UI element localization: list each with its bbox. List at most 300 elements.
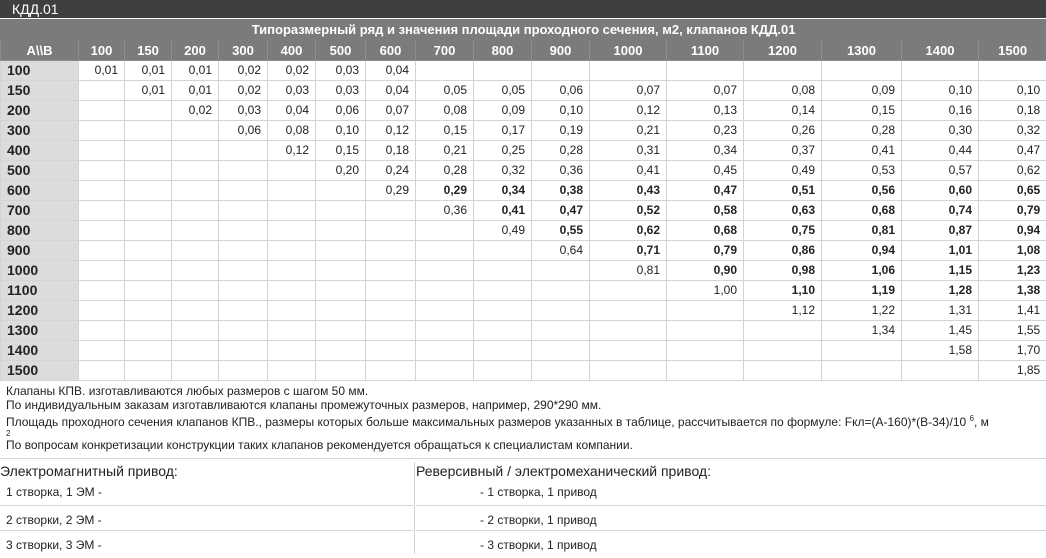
table-cell: 0,81	[822, 221, 902, 241]
table-cell	[366, 221, 416, 241]
table-cell	[667, 341, 744, 361]
table-cell	[268, 221, 316, 241]
table-cell: 0,47	[979, 141, 1046, 161]
table-row	[1, 141, 1046, 161]
table-cell: 0,25	[474, 141, 532, 161]
table-cell	[822, 361, 902, 381]
table-cell: 0,55	[532, 221, 590, 241]
table-cell: 0,17	[474, 121, 532, 141]
table-row	[1, 181, 1046, 201]
table-cell: 0,75	[744, 221, 822, 241]
reversible-option: - 3 створки, 1 привод	[416, 532, 1046, 554]
row-header: 1400	[1, 341, 79, 361]
divider	[414, 462, 415, 554]
table-row	[1, 221, 1046, 241]
table-cell	[744, 321, 822, 341]
table-cell	[79, 321, 125, 341]
table-cell: 0,08	[744, 81, 822, 101]
table-cell	[316, 341, 366, 361]
table-cell: 1,08	[979, 241, 1046, 261]
table-cell: 0,94	[979, 221, 1046, 241]
table-cell: 0,86	[744, 241, 822, 261]
column-header: 900	[532, 40, 590, 61]
table-cell: 0,64	[532, 241, 590, 261]
table-cell: 0,44	[902, 141, 979, 161]
table-cell: 0,15	[416, 121, 474, 141]
table-cell: 0,05	[474, 81, 532, 101]
table-cell	[316, 181, 366, 201]
table-cell: 0,08	[416, 101, 474, 121]
row-header: 900	[1, 241, 79, 261]
column-header: 1400	[902, 40, 979, 61]
table-cell	[474, 361, 532, 381]
table-cell	[590, 341, 667, 361]
table-cell: 0,28	[416, 161, 474, 181]
table-cell	[416, 361, 474, 381]
table-cell	[125, 121, 172, 141]
table-cell: 0,01	[79, 61, 125, 81]
table-cell: 0,36	[416, 201, 474, 221]
table-cell: 0,45	[667, 161, 744, 181]
table-cell	[532, 341, 590, 361]
table-cell	[822, 341, 902, 361]
table-cell: 0,06	[532, 81, 590, 101]
table-cell: 0,07	[667, 81, 744, 101]
table-cell	[474, 321, 532, 341]
table-cell	[822, 61, 902, 81]
table-cell: 0,74	[902, 201, 979, 221]
table-cell: 0,30	[902, 121, 979, 141]
table-cell: 0,02	[172, 101, 219, 121]
table-cell	[744, 361, 822, 381]
table-cell	[125, 321, 172, 341]
column-header: 1500	[979, 40, 1046, 61]
table-cell	[172, 161, 219, 181]
column-header: 150	[125, 40, 172, 61]
electromagnetic-option: 2 створки, 2 ЭМ -	[0, 507, 413, 531]
row-header: 1100	[1, 281, 79, 301]
table-cell	[316, 321, 366, 341]
table-caption: Типоразмерный ряд и значения площади проходного сечения, м2, клапанов КДД.01	[1, 20, 1046, 40]
table-cell: 0,31	[590, 141, 667, 161]
row-header: 600	[1, 181, 79, 201]
table-cell: 1,00	[667, 281, 744, 301]
table-cell	[416, 61, 474, 81]
table-cell	[79, 221, 125, 241]
table-cell: 1,28	[902, 281, 979, 301]
size-area-table	[0, 19, 1046, 381]
table-cell: 0,12	[366, 121, 416, 141]
table-cell	[219, 321, 268, 341]
row-header: 1000	[1, 261, 79, 281]
row-header: 800	[1, 221, 79, 241]
table-cell	[125, 361, 172, 381]
table-cell: 0,06	[316, 101, 366, 121]
column-header: 1300	[822, 40, 902, 61]
column-header: 600	[366, 40, 416, 61]
table-row	[1, 121, 1046, 141]
column-header: 100	[79, 40, 125, 61]
table-cell	[667, 61, 744, 81]
table-cell	[366, 261, 416, 281]
table-cell	[474, 241, 532, 261]
table-cell	[219, 201, 268, 221]
table-cell: 0,36	[532, 161, 590, 181]
table-cell	[219, 281, 268, 301]
table-cell: 0,37	[744, 141, 822, 161]
table-row	[1, 101, 1046, 121]
table-cell: 1,38	[979, 281, 1046, 301]
table-cell	[79, 361, 125, 381]
table-row	[1, 241, 1046, 261]
reversible-drive-title: Реверсивный / электромеханический привод:	[416, 462, 1046, 480]
table-cell	[79, 261, 125, 281]
table-row	[1, 161, 1046, 181]
table-cell	[316, 201, 366, 221]
table-cell: 0,14	[744, 101, 822, 121]
table-cell	[268, 201, 316, 221]
table-cell	[172, 221, 219, 241]
table-cell: 0,04	[366, 61, 416, 81]
table-cell: 0,09	[822, 81, 902, 101]
table-cell	[125, 101, 172, 121]
corner-header: A\\B	[1, 40, 79, 61]
note-formula-line: Площадь проходного сечения клапанов КПВ., размеры которых больше максимальных размеров указанных в таблице, рассчитывается по формуле: Fкл=(А-160)*(В-34)/10 $^6$, м	[6, 412, 1046, 429]
table-cell	[268, 161, 316, 181]
row-header: 200	[1, 101, 79, 121]
table-cell: 0,43	[590, 181, 667, 201]
table-cell	[474, 341, 532, 361]
table-row	[1, 281, 1046, 301]
table-cell: 0,79	[667, 241, 744, 261]
table-cell	[79, 121, 125, 141]
table-cell: 0,49	[474, 221, 532, 241]
table-cell: 0,10	[316, 121, 366, 141]
table-cell: 1,55	[979, 321, 1046, 341]
table-cell	[172, 281, 219, 301]
row-header: 400	[1, 141, 79, 161]
table-cell	[79, 301, 125, 321]
reversible-option: - 1 створка, 1 привод	[416, 482, 1046, 506]
table-cell: 0,05	[416, 81, 474, 101]
table-cell	[532, 361, 590, 381]
table-cell: 0,34	[667, 141, 744, 161]
table-cell	[268, 321, 316, 341]
drives-section	[0, 462, 1046, 554]
table-header-row	[1, 40, 1046, 61]
table-cell	[172, 241, 219, 261]
table-cell	[125, 141, 172, 161]
table-cell: 0,53	[822, 161, 902, 181]
table-cell	[125, 181, 172, 201]
table-cell: 1,12	[744, 301, 822, 321]
table-cell: 0,94	[822, 241, 902, 261]
table-cell	[979, 61, 1046, 81]
table-cell	[667, 321, 744, 341]
table-cell	[79, 341, 125, 361]
table-cell	[79, 201, 125, 221]
table-cell: 0,41	[590, 161, 667, 181]
column-header: 400	[268, 40, 316, 61]
table-cell	[172, 321, 219, 341]
table-cell: 0,79	[979, 201, 1046, 221]
table-cell	[172, 341, 219, 361]
column-header: 1200	[744, 40, 822, 61]
table-cell: 0,26	[744, 121, 822, 141]
table-cell: 0,41	[822, 141, 902, 161]
table-cell	[532, 301, 590, 321]
table-cell: 0,63	[744, 201, 822, 221]
table-cell: 1,23	[979, 261, 1046, 281]
table-cell	[79, 161, 125, 181]
electromagnetic-option: 3 створки, 3 ЭМ -	[0, 532, 413, 554]
table-cell: 0,19	[532, 121, 590, 141]
table-cell	[219, 341, 268, 361]
table-cell: 1,22	[822, 301, 902, 321]
table-row	[1, 341, 1046, 361]
table-cell	[416, 321, 474, 341]
table-cell: 0,07	[366, 101, 416, 121]
table-cell	[416, 221, 474, 241]
column-header: 1100	[667, 40, 744, 61]
table-cell	[172, 361, 219, 381]
column-header: 300	[219, 40, 268, 61]
row-header: 300	[1, 121, 79, 141]
table-cell	[268, 281, 316, 301]
table-cell: 0,60	[902, 181, 979, 201]
table-cell: 0,65	[979, 181, 1046, 201]
notes-block	[0, 383, 1046, 459]
table-cell: 0,51	[744, 181, 822, 201]
window-title: КДД.01	[0, 0, 1046, 18]
row-header: 1500	[1, 361, 79, 381]
table-cell: 0,01	[125, 61, 172, 81]
table-cell: 1,85	[979, 361, 1046, 381]
table-cell: 0,41	[474, 201, 532, 221]
table-cell: 0,68	[667, 221, 744, 241]
table-cell	[416, 241, 474, 261]
table-cell	[532, 61, 590, 81]
table-cell: 0,02	[268, 61, 316, 81]
reversible-option: - 2 створки, 1 привод	[416, 507, 1046, 531]
table-cell: 0,24	[366, 161, 416, 181]
table-cell: 0,10	[902, 81, 979, 101]
table-cell	[366, 341, 416, 361]
table-row	[1, 361, 1046, 381]
table-cell: 1,45	[902, 321, 979, 341]
table-cell	[416, 301, 474, 321]
table-cell: 0,28	[532, 141, 590, 161]
table-cell	[316, 221, 366, 241]
table-cell: 0,16	[902, 101, 979, 121]
table-cell: 1,19	[822, 281, 902, 301]
table-cell	[125, 221, 172, 241]
table-cell: 0,32	[979, 121, 1046, 141]
table-cell	[172, 201, 219, 221]
table-cell	[416, 261, 474, 281]
table-cell: 0,47	[667, 181, 744, 201]
table-cell: 0,01	[172, 61, 219, 81]
table-cell: 0,08	[268, 121, 316, 141]
table-cell	[125, 161, 172, 181]
table-cell: 0,12	[268, 141, 316, 161]
table-cell	[172, 261, 219, 281]
table-cell: 0,38	[532, 181, 590, 201]
table-cell: 0,98	[744, 261, 822, 281]
table-cell	[744, 61, 822, 81]
table-cell	[532, 261, 590, 281]
table-cell: 0,18	[366, 141, 416, 161]
table-cell: 0,13	[667, 101, 744, 121]
table-cell: 1,15	[902, 261, 979, 281]
table-row	[1, 81, 1046, 101]
table-cell: 0,58	[667, 201, 744, 221]
table-cell	[268, 241, 316, 261]
note-unit-exp: 2	[6, 429, 1046, 438]
table-cell: 0,23	[667, 121, 744, 141]
table-cell	[316, 301, 366, 321]
table-cell: 0,29	[416, 181, 474, 201]
table-cell	[268, 301, 316, 321]
table-cell: 0,03	[316, 61, 366, 81]
row-header: 1300	[1, 321, 79, 341]
table-cell: 1,01	[902, 241, 979, 261]
table-cell: 0,04	[268, 101, 316, 121]
table-cell: 0,04	[366, 81, 416, 101]
table-cell: 1,34	[822, 321, 902, 341]
row-header: 150	[1, 81, 79, 101]
table-cell	[172, 181, 219, 201]
table-cell: 1,70	[979, 341, 1046, 361]
table-cell	[219, 161, 268, 181]
table-cell: 0,10	[532, 101, 590, 121]
table-cell	[590, 361, 667, 381]
table-cell	[532, 281, 590, 301]
table-cell: 0,02	[219, 61, 268, 81]
table-cell	[219, 221, 268, 241]
table-cell	[268, 261, 316, 281]
table-cell: 0,28	[822, 121, 902, 141]
table-cell: 0,20	[316, 161, 366, 181]
table-cell	[316, 261, 366, 281]
table-cell: 0,56	[822, 181, 902, 201]
table-cell	[474, 281, 532, 301]
table-cell	[316, 241, 366, 261]
table-cell	[268, 361, 316, 381]
table-cell	[125, 341, 172, 361]
table-cell	[366, 201, 416, 221]
table-cell	[79, 241, 125, 261]
table-cell	[125, 301, 172, 321]
table-cell	[172, 121, 219, 141]
table-cell	[219, 181, 268, 201]
table-cell	[79, 81, 125, 101]
table-cell	[416, 281, 474, 301]
table-cell	[125, 281, 172, 301]
table-cell	[79, 101, 125, 121]
table-cell: 0,32	[474, 161, 532, 181]
table-cell	[902, 61, 979, 81]
table-cell	[172, 141, 219, 161]
table-cell	[316, 361, 366, 381]
table-cell: 0,10	[979, 81, 1046, 101]
table-cell	[366, 241, 416, 261]
column-header: 200	[172, 40, 219, 61]
table-cell: 1,58	[902, 341, 979, 361]
table-cell	[474, 261, 532, 281]
table-cell: 0,01	[172, 81, 219, 101]
table-cell	[79, 181, 125, 201]
table-row	[1, 61, 1046, 81]
table-cell: 0,03	[268, 81, 316, 101]
note-line: Клапаны КПВ. изготавливаются любых размеров с шагом 50 мм.	[6, 384, 1046, 398]
table-cell: 0,07	[590, 81, 667, 101]
table-cell	[268, 181, 316, 201]
table-cell	[268, 341, 316, 361]
table-cell: 0,52	[590, 201, 667, 221]
table-cell	[79, 141, 125, 161]
table-cell: 0,49	[744, 161, 822, 181]
table-row	[1, 201, 1046, 221]
table-cell: 0,21	[416, 141, 474, 161]
table-cell	[219, 141, 268, 161]
table-cell: 1,31	[902, 301, 979, 321]
table-cell	[316, 281, 366, 301]
table-row	[1, 321, 1046, 341]
table-cell	[366, 361, 416, 381]
table-cell: 0,18	[979, 101, 1046, 121]
table-cell: 0,68	[822, 201, 902, 221]
row-header: 100	[1, 61, 79, 81]
table-cell	[590, 281, 667, 301]
table-cell: 0,03	[219, 101, 268, 121]
table-cell: 1,06	[822, 261, 902, 281]
table-cell	[474, 301, 532, 321]
table-cell: 0,87	[902, 221, 979, 241]
table-cell	[366, 281, 416, 301]
column-header: 700	[416, 40, 474, 61]
table-cell: 0,09	[474, 101, 532, 121]
note-line: По вопросам конкретизации конструкции таких клапанов рекомендуется обращаться к специалистам компании.	[6, 438, 1046, 452]
table-cell	[590, 61, 667, 81]
table-cell: 0,01	[125, 81, 172, 101]
table-cell: 0,29	[366, 181, 416, 201]
table-cell	[219, 261, 268, 281]
row-header: 500	[1, 161, 79, 181]
column-header: 1000	[590, 40, 667, 61]
table-cell	[219, 241, 268, 261]
table-cell	[125, 201, 172, 221]
table-cell	[125, 261, 172, 281]
table-cell	[79, 281, 125, 301]
row-header: 1200	[1, 301, 79, 321]
table-cell	[125, 241, 172, 261]
table-cell	[366, 301, 416, 321]
table-cell: 0,12	[590, 101, 667, 121]
table-cell: 0,02	[219, 81, 268, 101]
table-cell: 0,62	[979, 161, 1046, 181]
table-cell: 0,62	[590, 221, 667, 241]
table-cell	[172, 301, 219, 321]
table-cell: 0,90	[667, 261, 744, 281]
electromagnetic-option: 1 створка, 1 ЭМ -	[0, 482, 413, 506]
column-header: 800	[474, 40, 532, 61]
table-cell: 0,57	[902, 161, 979, 181]
table-cell	[532, 321, 590, 341]
column-header: 500	[316, 40, 366, 61]
table-cell	[667, 361, 744, 381]
table-cell: 0,47	[532, 201, 590, 221]
